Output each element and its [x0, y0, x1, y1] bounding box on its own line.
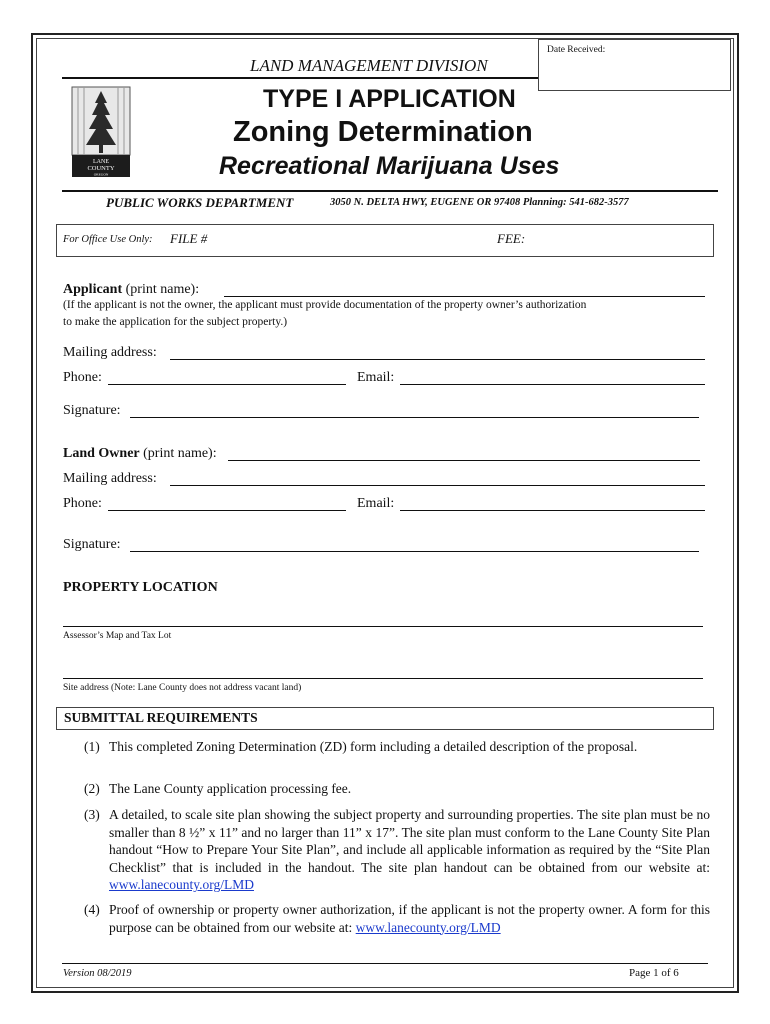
- requirement-text: A detailed, to scale site plan showing the subject property and surrounding properties. The site plan must be no smaller than 8 ½” x 11” and no larger than 11” x 17”. The site plan must conform to the Lane County Site Plan handout “How to Prepare Your Site Plan”, and include all applicable information as required by the “Site Plan Checklist” that is included in the handout. The site plan handout can be obtained from our website at:: [109, 807, 710, 875]
- date-received-label: Date Received:: [547, 45, 606, 55]
- owner-mailing-label: Mailing address:: [63, 471, 157, 486]
- website-link[interactable]: www.lanecounty.org/LMD: [109, 877, 254, 892]
- requirement-text: The Lane County application processing fee.: [109, 781, 352, 796]
- title-rule: [62, 190, 718, 192]
- requirement-item: [84, 738, 710, 756]
- form-subtitle: Recreational Marijuana Uses: [219, 152, 560, 180]
- map-tax-lot-caption: Assessor’s Map and Tax Lot: [63, 631, 172, 641]
- office-use-label: For Office Use Only:: [63, 234, 153, 245]
- owner-email-field[interactable]: [400, 510, 705, 511]
- department-address: 3050 N. DELTA HWY, EUGENE OR 97408 Planning: 541-682-3577: [330, 197, 629, 208]
- applicant-name-field[interactable]: [224, 296, 705, 297]
- requirement-item: [84, 901, 710, 936]
- office-use-box: [56, 224, 714, 257]
- logo-text-lane: LANE: [93, 159, 109, 165]
- requirement-text: Proof of ownership or property owner authorization, if the applicant is not the property owner. A form for this purpose can be obtained from our website at:: [109, 902, 710, 935]
- applicant-signature-label: Signature:: [63, 403, 121, 418]
- property-location-heading: PROPERTY LOCATION: [63, 580, 218, 595]
- lane-county-logo: [70, 85, 132, 179]
- requirement-number: (3): [84, 807, 100, 822]
- owner-phone-label: Phone:: [63, 496, 102, 511]
- requirement-text: This completed Zoning Determination (ZD) form including a detailed description of the proposal.: [109, 739, 638, 754]
- owner-signature-label: Signature:: [63, 537, 121, 552]
- applicant-signature-field[interactable]: [130, 417, 699, 418]
- logo-text-county: COUNTY: [87, 165, 115, 172]
- site-address-field[interactable]: [63, 678, 703, 679]
- applicant-name-label: Applicant (print name):: [63, 282, 200, 297]
- owner-email-label: Email:: [357, 496, 395, 511]
- date-received-box[interactable]: [538, 39, 731, 91]
- site-address-caption: Site address (Note: Lane County does not address vacant land): [63, 683, 302, 693]
- fee-label: FEE:: [497, 231, 526, 246]
- map-tax-lot-field[interactable]: [63, 626, 703, 627]
- requirement-number: (1): [84, 739, 100, 754]
- owner-phone-field[interactable]: [108, 510, 346, 511]
- owner-signature-field[interactable]: [130, 551, 699, 552]
- file-number-label: FILE #: [170, 231, 208, 246]
- requirement-item: [84, 806, 710, 894]
- requirement-item: [84, 780, 710, 798]
- website-link[interactable]: www.lanecounty.org/LMD: [355, 919, 501, 935]
- header-rule: [62, 77, 538, 79]
- division-name: LAND MANAGEMENT DIVISION: [250, 56, 488, 75]
- applicant-mailing-label: Mailing address:: [63, 345, 157, 360]
- page-number: Page 1 of 6: [629, 967, 679, 979]
- form-title: Zoning Determination: [233, 116, 533, 148]
- applicant-mailing-field[interactable]: [170, 359, 705, 360]
- department-name: PUBLIC WORKS DEPARTMENT: [106, 195, 294, 210]
- logo-text-oregon: OREGON: [93, 172, 109, 177]
- applicant-note-line2: to make the application for the subject property.): [63, 316, 288, 328]
- owner-mailing-field[interactable]: [170, 485, 705, 486]
- submittal-heading: SUBMITTAL REQUIREMENTS: [64, 710, 258, 725]
- owner-name-field[interactable]: [228, 460, 700, 461]
- requirement-number: (4): [84, 902, 100, 917]
- form-type-heading: TYPE I APPLICATION: [263, 85, 516, 113]
- requirement-number: (2): [84, 781, 100, 796]
- applicant-email-label: Email:: [357, 370, 395, 385]
- applicant-note-line1: (If the applicant is not the owner, the applicant must provide documentation of the property owner’s authorization: [63, 299, 587, 311]
- footer-rule: [62, 963, 708, 964]
- applicant-email-field[interactable]: [400, 384, 705, 385]
- applicant-phone-field[interactable]: [108, 384, 346, 385]
- applicant-phone-label: Phone:: [63, 370, 102, 385]
- version-label: Version 08/2019: [63, 968, 132, 979]
- owner-name-label: Land Owner (print name):: [63, 446, 217, 461]
